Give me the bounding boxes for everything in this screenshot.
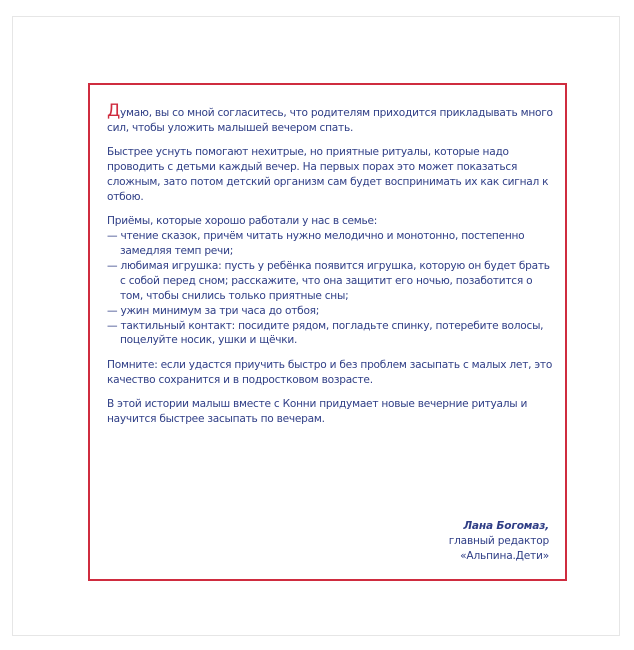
- list-intro: Приёмы, которые хорошо работали у нас в семье:: [107, 215, 378, 228]
- drop-cap: Д: [107, 101, 121, 121]
- list-item: — чтение сказок, причём читать нужно мелодично и монотонно, постепенно замедляя темп речи;: [107, 230, 525, 258]
- list-item: — любимая игрушка: пусть у ребёнка появится игрушка, которую он будет брать с собой перед сном; расскажите, что она защитит его ночью, позаботится о том, чтобы снились только приятные сны;: [107, 259, 550, 302]
- list-item: — ужин минимум за три часа до отбоя;: [107, 304, 320, 317]
- author-name: Лана Богомаз,: [463, 520, 549, 532]
- intro-paragraph: [107, 101, 557, 136]
- rituals-paragraph: Быстрее уснуть помогают нехитрые, но приятные ритуалы, которые надо проводить с детьми каждый вечер. На первых порах это может показаться сложным, зато потом детский организм сам будет воспринимать их как сигнал к отбою.: [107, 146, 549, 203]
- remember-paragraph: Помните: если удастся приучить быстро и без проблем засыпать с малых лет, это качество сохранится и в подростковом возрасте.: [107, 358, 553, 386]
- intro-text: умаю, вы со мной согласитесь, что родителям приходится прикладывать много сил, чтобы уложить малышей вечером спать.: [107, 107, 553, 134]
- editor-letter-frame: [88, 83, 567, 581]
- signature-block: [449, 519, 549, 565]
- closing-paragraph: В этой истории малыш вместе с Конни придумает новые вечерние ритуалы и научится быстрее засыпать по вечерам.: [107, 397, 528, 425]
- list-item: — тактильный контакт: посидите рядом, погладьте спинку, потеребите волосы, поцелуйте носик, ушки и щёчки.: [107, 319, 544, 347]
- author-organization: «Альпина.Дети»: [460, 550, 549, 563]
- letter-body: [107, 101, 557, 436]
- tips-list: [107, 229, 557, 348]
- author-role: главный редактор: [448, 535, 549, 548]
